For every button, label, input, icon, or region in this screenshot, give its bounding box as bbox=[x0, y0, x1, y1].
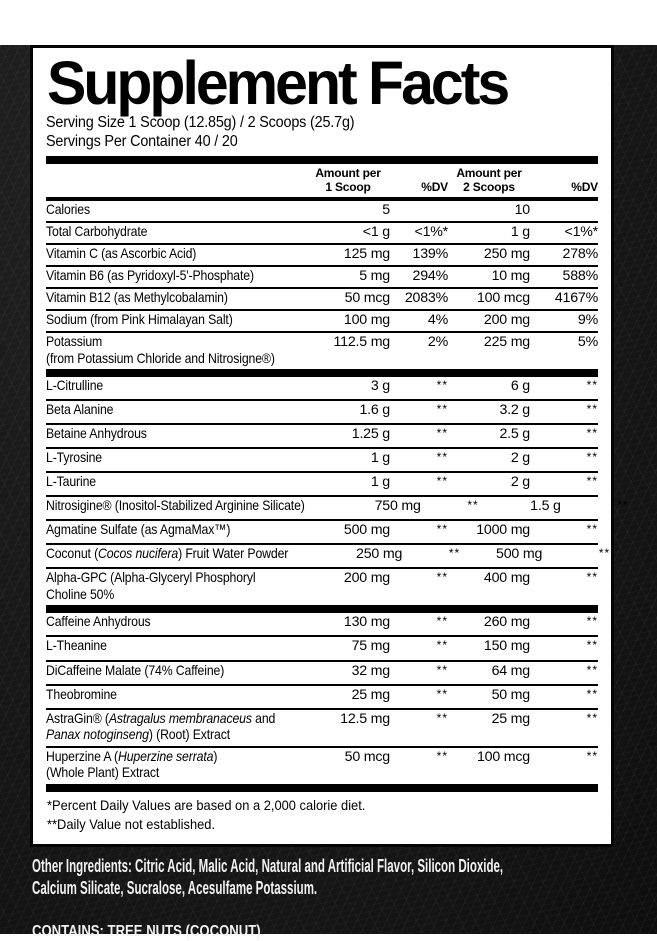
percent-dv-1-scoop: 4% bbox=[427, 311, 448, 328]
percent-dv-1-scoop: ** bbox=[448, 546, 461, 561]
header-amount-per-1-scoop: Amount per 1 Scoop bbox=[315, 166, 381, 194]
ingredient-name: Coconut (Cocos nucifera) Fruit Water Powder bbox=[46, 546, 289, 562]
amount-2-scoops: 100 mcg bbox=[476, 748, 530, 765]
table-row bbox=[46, 684, 598, 708]
percent-dv-1-scoop: ** bbox=[436, 570, 448, 585]
percent-dv-2-scoops: ** bbox=[586, 570, 598, 585]
percent-dv-2-scoops: ** bbox=[586, 450, 598, 465]
percent-dv-1-scoop: ** bbox=[436, 662, 448, 677]
table-row bbox=[46, 287, 598, 309]
table-row bbox=[46, 708, 598, 746]
amount-1-scoop: 125 mg bbox=[343, 245, 390, 262]
ingredient-name: AstraGin® (Astragalus membranaceus and Panax notoginseng) (Root) Extract bbox=[46, 710, 276, 743]
servings-per-container-text: Servings Per Container 40 / 20 bbox=[46, 132, 238, 150]
ingredient-name: Caffeine Anhydrous bbox=[46, 614, 151, 630]
percent-dv-1-scoop: ** bbox=[436, 450, 448, 465]
amount-1-scoop: 12.5 mg bbox=[340, 710, 390, 727]
ingredient-name: Huperzine A (Huperzine serrata) (Whole Plant) Extract bbox=[46, 748, 218, 781]
header-amount-per-2-scoops: Amount per 2 Scoops bbox=[456, 166, 522, 194]
ingredient-name: Nitrosigine® (Inositol-Stabilized Arginine Silicate) bbox=[46, 498, 305, 514]
amount-1-scoop: 5 mg bbox=[359, 267, 390, 284]
ingredient-name: Vitamin C (as Ascorbic Acid) bbox=[46, 245, 197, 261]
amount-2-scoops: 225 mg bbox=[483, 334, 530, 350]
other-ingredients-line-2: Calcium Silicate, Sucralose, Acesulfame Potassium. bbox=[32, 877, 318, 898]
amount-2-scoops: 260 mg bbox=[483, 614, 530, 631]
amount-1-scoop: 32 mg bbox=[351, 662, 390, 679]
percent-dv-1-scoop: 294% bbox=[412, 267, 448, 284]
amount-1-scoop: 500 mg bbox=[343, 522, 390, 539]
percent-dv-1-scoop: ** bbox=[467, 498, 479, 513]
percent-dv-2-scoops: ** bbox=[586, 402, 598, 417]
table-row bbox=[46, 221, 598, 243]
percent-dv-2-scoops: ** bbox=[586, 474, 598, 489]
table-row bbox=[46, 543, 611, 567]
amount-2-scoops: 50 mg bbox=[491, 686, 530, 703]
amount-1-scoop: 250 mg bbox=[356, 546, 403, 563]
percent-dv-2-scoops: 588% bbox=[562, 267, 598, 284]
amount-2-scoops: 2 g bbox=[510, 450, 530, 467]
table-body bbox=[46, 201, 629, 784]
percent-dv-2-scoops: ** bbox=[586, 522, 598, 537]
table-row bbox=[46, 519, 598, 543]
percent-dv-1-scoop: 139% bbox=[412, 245, 448, 262]
percent-dv-2-scoops: ** bbox=[586, 426, 598, 441]
section-divider bbox=[46, 156, 598, 164]
amount-2-scoops: 6 g bbox=[510, 378, 530, 395]
percent-dv-2-scoops: 278% bbox=[562, 245, 598, 262]
table-row bbox=[46, 423, 598, 447]
table-row bbox=[46, 399, 598, 423]
percent-dv-1-scoop: ** bbox=[436, 378, 448, 393]
table-row bbox=[46, 331, 598, 369]
percent-dv-2-scoops: ** bbox=[586, 614, 598, 629]
table-row bbox=[46, 746, 598, 784]
amount-1-scoop: 1.25 g bbox=[351, 426, 390, 443]
table-row bbox=[46, 265, 598, 287]
header-percent-dv-1: %DV bbox=[421, 179, 448, 194]
percent-dv-2-scoops: ** bbox=[586, 748, 598, 763]
percent-dv-2-scoops: ** bbox=[598, 546, 611, 561]
ingredient-name: L-Theanine bbox=[46, 638, 107, 654]
ingredient-name: Calories bbox=[46, 201, 90, 217]
percent-dv-2-scoops: 9% bbox=[577, 311, 598, 328]
percent-dv-2-scoops: ** bbox=[586, 710, 598, 725]
amount-1-scoop: 50 mcg bbox=[344, 748, 390, 765]
table-row bbox=[46, 471, 598, 495]
other-ingredients bbox=[32, 855, 657, 900]
amount-2-scoops: 3.2 g bbox=[499, 402, 530, 419]
percent-dv-2-scoops: ** bbox=[586, 686, 598, 701]
footnotes bbox=[46, 792, 598, 836]
footnote-percent-dv: *Percent Daily Values are based on a 2,000 calorie diet. bbox=[47, 796, 366, 813]
ingredient-name: Alpha-GPC (Alpha-Glyceryl Phosphoryl Choline 50% bbox=[46, 570, 256, 602]
table-row bbox=[46, 567, 598, 605]
table-row bbox=[46, 635, 598, 659]
percent-dv-1-scoop: ** bbox=[436, 686, 448, 701]
amount-2-scoops: 100 mcg bbox=[476, 289, 530, 306]
amount-1-scoop: 112.5 mg bbox=[333, 334, 390, 350]
amount-2-scoops: 2.5 g bbox=[499, 426, 530, 443]
ingredient-name: Vitamin B6 (as Pyridoxyl-5'-Phosphate) bbox=[46, 267, 254, 283]
ingredient-name: L-Tyrosine bbox=[46, 450, 103, 466]
amount-1-scoop: 1.6 g bbox=[359, 402, 390, 419]
table-row bbox=[46, 613, 598, 635]
section-divider bbox=[46, 369, 598, 377]
percent-dv-1-scoop: 2083% bbox=[404, 289, 448, 306]
ingredient-name: Agmatine Sulfate (as AgmaMax™) bbox=[46, 522, 231, 538]
other-ingredients-line-1: Other Ingredients: Citric Acid, Malic Acid, Natural and Artificial Flavor, Silicon Dioxide, bbox=[32, 855, 504, 876]
amount-1-scoop: 75 mg bbox=[351, 638, 390, 655]
ingredient-name: Betaine Anhydrous bbox=[46, 426, 147, 442]
amount-2-scoops: 25 mg bbox=[491, 710, 530, 727]
ingredient-name: Total Carbohydrate bbox=[46, 223, 148, 239]
amount-2-scoops: 1000 mg bbox=[476, 522, 530, 539]
ingredient-name: DiCaffeine Malate (74% Caffeine) bbox=[46, 662, 225, 678]
panel-title: Supplement Facts bbox=[47, 48, 508, 118]
ingredient-name: Sodium (from Pink Himalayan Salt) bbox=[46, 311, 233, 327]
percent-dv-1-scoop: ** bbox=[436, 426, 448, 441]
ingredient-name: Vitamin B12 (as Methylcobalamin) bbox=[46, 289, 228, 305]
percent-dv-1-scoop: ** bbox=[436, 638, 448, 653]
table-row bbox=[46, 243, 598, 265]
percent-dv-2-scoops: ** bbox=[617, 498, 629, 513]
amount-1-scoop: 100 mg bbox=[343, 311, 390, 328]
header-percent-dv-2: %DV bbox=[571, 179, 598, 194]
amount-1-scoop: 3 g bbox=[370, 378, 390, 395]
amount-2-scoops: 10 mg bbox=[491, 267, 530, 284]
ingredient-name: Beta Alanine bbox=[46, 402, 114, 418]
amount-1-scoop: 25 mg bbox=[351, 686, 390, 703]
percent-dv-1-scoop: <1%* bbox=[414, 223, 448, 240]
percent-dv-2-scoops: ** bbox=[586, 378, 598, 393]
amount-1-scoop: 1 g bbox=[370, 474, 390, 491]
table-row bbox=[46, 377, 598, 399]
percent-dv-2-scoops: ** bbox=[586, 662, 598, 677]
ingredient-name: Potassium (from Potassium Chloride and Nitrosigne®) bbox=[46, 334, 275, 366]
amount-1-scoop: 50 mcg bbox=[344, 289, 390, 306]
table-row bbox=[46, 495, 629, 519]
ingredient-name: L-Taurine bbox=[46, 474, 96, 490]
amount-1-scoop: 5 bbox=[382, 201, 390, 218]
amount-2-scoops: 1.5 g bbox=[530, 498, 561, 515]
percent-dv-2-scoops: ** bbox=[586, 638, 598, 653]
amount-1-scoop: 1 g bbox=[370, 450, 390, 467]
table-row bbox=[46, 201, 598, 221]
percent-dv-1-scoop: ** bbox=[436, 614, 448, 629]
percent-dv-2-scoops: <1%* bbox=[564, 223, 598, 240]
percent-dv-1-scoop: ** bbox=[436, 474, 448, 489]
table-row bbox=[46, 309, 598, 331]
amount-2-scoops: 10 bbox=[514, 201, 530, 218]
percent-dv-2-scoops: 5% bbox=[577, 334, 598, 350]
amount-2-scoops: 2 g bbox=[510, 474, 530, 491]
amount-2-scoops: 1 g bbox=[510, 223, 530, 240]
amount-1-scoop: <1 g bbox=[362, 223, 390, 240]
serving-size-text: Serving Size 1 Scoop (12.85g) / 2 Scoops (25.7g) bbox=[46, 113, 355, 131]
amount-2-scoops: 200 mg bbox=[483, 311, 530, 328]
section-divider bbox=[46, 605, 598, 613]
percent-dv-2-scoops: 4167% bbox=[554, 289, 598, 306]
amount-2-scoops: 64 mg bbox=[491, 662, 530, 679]
percent-dv-1-scoop: 2% bbox=[427, 334, 448, 350]
table-row bbox=[46, 447, 598, 471]
footnote-divider bbox=[46, 784, 598, 792]
percent-dv-1-scoop: ** bbox=[436, 402, 448, 417]
supplement-facts-panel bbox=[30, 45, 629, 847]
label-background bbox=[0, 45, 657, 941]
percent-dv-1-scoop: ** bbox=[436, 710, 448, 725]
amount-1-scoop: 200 mg bbox=[343, 570, 390, 587]
ingredient-name: Theobromine bbox=[46, 686, 117, 702]
allergen-statement: CONTAINS: TREE NUTS (COCONUT) bbox=[32, 923, 261, 941]
amount-2-scoops: 400 mg bbox=[483, 570, 530, 587]
amount-2-scoops: 150 mg bbox=[483, 638, 530, 655]
percent-dv-1-scoop: ** bbox=[436, 522, 448, 537]
amount-2-scoops: 500 mg bbox=[496, 546, 543, 563]
amount-2-scoops: 250 mg bbox=[483, 245, 530, 262]
amount-1-scoop: 750 mg bbox=[374, 498, 421, 515]
ingredient-name: L-Citrulline bbox=[46, 378, 104, 394]
table-row bbox=[46, 660, 598, 684]
amount-1-scoop: 130 mg bbox=[343, 614, 390, 631]
footnote-dv-not-established: **Daily Value not established. bbox=[47, 815, 216, 832]
percent-dv-1-scoop: ** bbox=[436, 748, 448, 763]
serving-info bbox=[46, 114, 598, 152]
table-header bbox=[46, 165, 598, 200]
